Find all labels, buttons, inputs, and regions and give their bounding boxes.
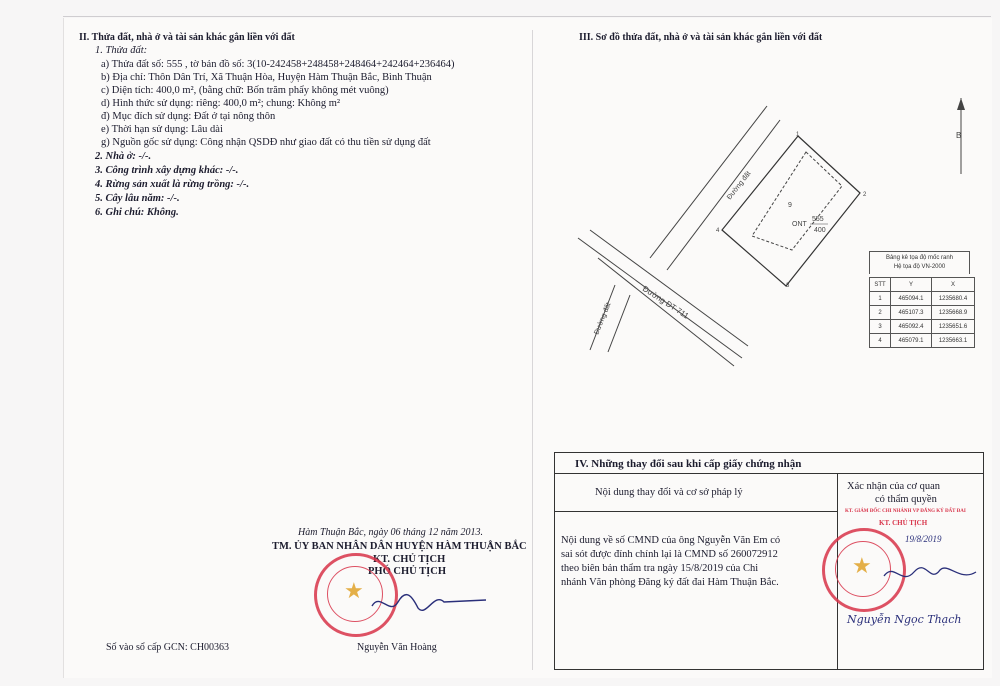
star-icon: ★ — [852, 554, 872, 579]
corner-2-label: 2 — [863, 192, 867, 198]
perennial-line: 5. Cây lâu năm: -/-. — [95, 193, 180, 204]
changes-content-3: theo biên bản thẩm tra ngày 15/8/2019 của Chi — [561, 563, 759, 574]
changes-title: IV. Những thay đổi sau khi cấp giấy chứng nhận — [555, 453, 983, 474]
coords-header-y: Y — [891, 278, 932, 292]
construction-line: 3. Công trình xây dựng khác: -/-. — [95, 165, 239, 176]
section-ii-title: II. Thửa đất, nhà ở và tài sản khác gắn liền với đất — [79, 32, 295, 43]
corner-1-label: 1 — [796, 132, 800, 138]
signature-right — [880, 560, 980, 590]
coords-header-stt: STT — [870, 278, 891, 292]
signature-left — [368, 588, 488, 618]
stamp-org-text: KT. GIÁM ĐỐC CHI NHÁNH VP ĐĂNG KÝ ĐẤT ĐAI — [845, 509, 966, 514]
north-arrow-icon — [950, 96, 972, 176]
parcel-number-line: a) Thửa đất số: 555 , tờ bản đồ số: 3(10-242458+248458+248464+242464+236464) — [101, 59, 455, 70]
use-form-line: d) Hình thức sử dụng: riêng: 400,0 m²; chung: Không m² — [101, 98, 341, 109]
use-origin-line: g) Nguồn gốc sử dụng: Công nhận QSDĐ như giao đất có thu tiền sử dụng đất — [101, 137, 431, 148]
signer-left: Nguyễn Văn Hoàng — [357, 642, 437, 653]
table-row: 1 465094.1 1235680.4 — [870, 292, 975, 306]
changes-content-1: Nội dung về số CMND của ông Nguyễn Văn Em có — [561, 535, 781, 546]
kt-chairman: KT. CHỦ TỊCH — [373, 554, 446, 565]
use-term-line: e) Thời hạn sử dụng: Lâu dài — [101, 124, 223, 135]
changes-col1-header: Nội dung thay đổi và cơ sở pháp lý — [595, 487, 743, 498]
page-fold-line — [532, 30, 533, 670]
table-row: 2 465107.3 1235668.9 — [870, 306, 975, 320]
changes-col2-header-1: Xác nhận của cơ quan — [847, 481, 941, 492]
corner-3-label: 3 — [786, 283, 790, 289]
coords-header-x: X — [932, 278, 975, 292]
parcel-lot-label: 9 — [788, 202, 792, 209]
note-line: 6. Ghi chú: Không. — [95, 207, 179, 218]
vice-chairman: PHÓ CHỦ TỊCH — [368, 566, 446, 577]
section-iii-title: III. Sơ đồ thửa đất, nhà ở và tài sản khác gắn liền với đất — [579, 32, 823, 43]
area-line: c) Diện tích: 400,0 m², (bằng chữ: Bốn trăm phẩy không mét vuông) — [101, 85, 389, 96]
gcn-number: Số vào sổ cấp GCN: CH00363 — [106, 642, 230, 653]
road-lower-label: Đường đất — [593, 301, 613, 336]
parcel-area-label: 400 — [814, 227, 826, 234]
road-dt711-label: Đường ĐT 711 — [640, 284, 691, 321]
changes-content-2: sai sót được đính chính lại là CMND số 260072912 — [561, 549, 778, 560]
signer-right: Nguyễn Ngọc Thạch — [847, 613, 962, 626]
table-row: 3 465092.4 1235651.6 — [870, 320, 975, 334]
authority-title: TM. ỦY BAN NHÂN DÂN HUYỆN HÀM THUẬN BẮC — [272, 541, 527, 552]
stamp-kt-text: KT. CHỦ TỊCH — [879, 519, 928, 527]
issue-date-line: Hàm Thuận Bắc, ngày 06 tháng 12 năm 2013. — [298, 527, 483, 538]
page-top-edge — [63, 16, 991, 17]
coords-table-title: Bảng kê tọa độ mốc ranh Hệ tọa độ VN-2000 — [869, 251, 970, 274]
parcel-number-label: 555 — [812, 216, 824, 223]
table-row: 4 465079.1 1235663.1 — [870, 334, 975, 348]
svg-text:B: B — [956, 131, 962, 140]
road-upper-label: Đường đất — [726, 170, 753, 202]
coords-table — [869, 277, 975, 348]
parcel-map — [560, 90, 880, 390]
star-icon: ★ — [344, 579, 364, 604]
address-line: b) Địa chỉ: Thôn Dân Trí, Xã Thuận Hòa, Huyện Hàm Thuận Bắc, Bình Thuận — [101, 72, 432, 83]
stamp-date-text: 19/8/2019 — [905, 534, 942, 544]
changes-content-4: nhánh Văn phòng Đăng ký đất đai Hàm Thuận Bắc. — [561, 577, 779, 588]
parcel-heading: 1. Thửa đất: — [95, 45, 148, 56]
use-purpose-line: đ) Mục đích sử dụng: Đất ở tại nông thôn — [101, 111, 276, 122]
forest-line: 4. Rừng sản xuất là rừng trồng: -/-. — [95, 179, 250, 190]
corner-4-label: 4 — [716, 228, 720, 234]
parcel-code-label: ONT — [792, 221, 807, 228]
changes-col2-header-2: có thẩm quyền — [875, 494, 937, 505]
house-line: 2. Nhà ở: -/-. — [95, 151, 152, 162]
